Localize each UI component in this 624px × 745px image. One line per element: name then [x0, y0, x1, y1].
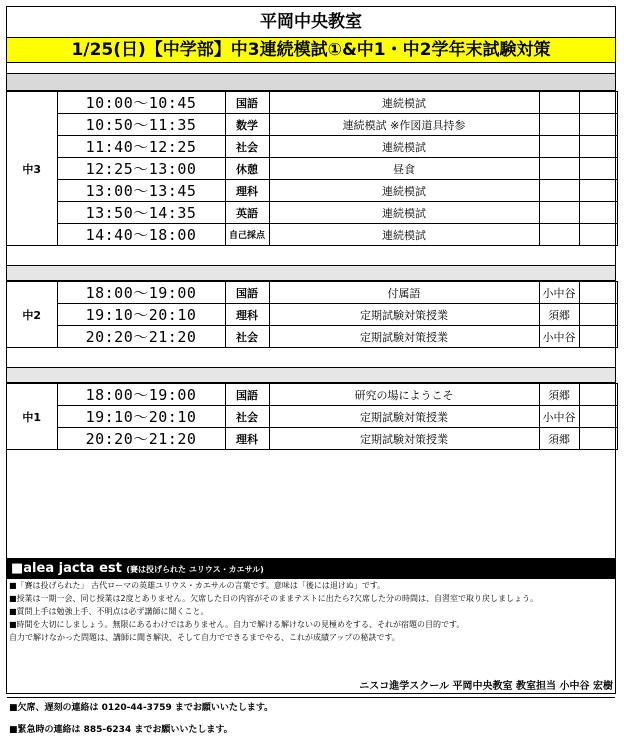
emergency-contact: ■緊急時の連絡は 885-6234 までお願いいたします。	[9, 725, 233, 735]
teacher-cell: 小中谷	[539, 282, 579, 304]
table-row	[7, 326, 617, 348]
motto-subtitle: (賽は投げられた ユリウス・カエサル)	[126, 565, 264, 574]
content-cell: 付属語	[269, 282, 539, 304]
time-cell: 11:40～12:25	[57, 136, 225, 158]
table-row	[7, 428, 617, 450]
motto-title: ■alea jacta est	[11, 561, 122, 576]
blank-area	[7, 450, 615, 559]
time-cell: 10:50～11:35	[57, 114, 225, 136]
table-row	[7, 282, 617, 304]
table-row	[7, 180, 617, 202]
subject-cell: 社会	[225, 136, 269, 158]
content-cell: 連続模試	[269, 180, 539, 202]
empty-cell	[579, 202, 617, 224]
subject-cell: 自己採点	[225, 224, 269, 246]
time-cell: 13:50～14:35	[57, 202, 225, 224]
grade-label: 中1	[7, 384, 57, 450]
subject-cell: 理科	[225, 428, 269, 450]
grey-divider	[7, 266, 615, 281]
empty-cell	[579, 384, 617, 406]
subject-cell: 休憩	[225, 158, 269, 180]
teacher-cell: 小中谷	[539, 406, 579, 428]
teacher-cell	[539, 180, 579, 202]
absence-contact: ■欠席、遅刻の連絡は 0120-44-3759 までお願いいたします。	[9, 703, 274, 713]
time-cell: 19:10～20:10	[57, 406, 225, 428]
content-cell: 定期試験対策授業	[269, 428, 539, 450]
schedule-table-grade3	[7, 91, 618, 246]
grey-divider	[7, 74, 615, 91]
spacer	[7, 63, 615, 74]
time-cell: 13:00～13:45	[57, 180, 225, 202]
event-banner: 1/25(日)【中学部】中3連続模試①&中1・中2学年末試験対策	[7, 38, 615, 63]
subject-cell: 数学	[225, 114, 269, 136]
teacher-cell: 須郷	[539, 384, 579, 406]
time-cell: 18:00～19:00	[57, 282, 225, 304]
note-line: 自力で解けなかった問題は、講師に聞き解決、そして自力でできるまでやる、これが成績アップの秘訣です。	[9, 633, 400, 642]
empty-cell	[579, 428, 617, 450]
table-row	[7, 384, 617, 406]
empty-cell	[579, 92, 617, 114]
table-row	[7, 224, 617, 246]
teacher-cell	[539, 224, 579, 246]
empty-cell	[579, 326, 617, 348]
subject-cell: 理科	[225, 180, 269, 202]
table-row	[7, 158, 617, 180]
footer-credit: ニスコ進学スクール 平岡中央教室 教室担当 小中谷 宏樹	[359, 681, 613, 692]
note-line: ■質問上手は勉強上手、不明点は必ず講師に聞くこと。	[9, 607, 209, 616]
teacher-cell	[539, 136, 579, 158]
time-cell: 20:20～21:20	[57, 428, 225, 450]
section-separator	[7, 246, 615, 266]
time-cell: 10:00～10:45	[57, 92, 225, 114]
page-title: 平岡中央教室	[7, 7, 615, 38]
time-cell: 19:10～20:10	[57, 304, 225, 326]
teacher-cell: 須郷	[539, 428, 579, 450]
time-cell: 20:20～21:20	[57, 326, 225, 348]
motto-heading	[7, 559, 615, 579]
subject-cell: 理科	[225, 304, 269, 326]
teacher-cell: 小中谷	[539, 326, 579, 348]
subject-cell: 社会	[225, 406, 269, 428]
teacher-cell	[539, 158, 579, 180]
content-cell: 連続模試 ※作図道具持参	[269, 114, 539, 136]
grade-label: 中2	[7, 282, 57, 348]
subject-cell: 国語	[225, 384, 269, 406]
note-line: ■授業は一期一会、同じ授業は2度とありません。欠席した日の内容がそのままテストに出たら?欠席した分の時間は、自習室で取り戻しましょう。	[9, 594, 539, 603]
subject-cell: 英語	[225, 202, 269, 224]
section-separator	[7, 348, 615, 368]
empty-cell	[579, 304, 617, 326]
content-cell: 定期試験対策授業	[269, 304, 539, 326]
table-row	[7, 406, 617, 428]
teacher-cell: 須郷	[539, 304, 579, 326]
teacher-cell	[539, 92, 579, 114]
teacher-cell	[539, 114, 579, 136]
empty-cell	[579, 158, 617, 180]
time-cell: 18:00～19:00	[57, 384, 225, 406]
grade-label: 中3	[7, 92, 57, 246]
content-cell: 定期試験対策授業	[269, 326, 539, 348]
time-cell: 12:25～13:00	[57, 158, 225, 180]
table-row	[7, 92, 617, 114]
content-cell: 研究の場にようこそ	[269, 384, 539, 406]
content-cell: 連続模試	[269, 202, 539, 224]
content-cell: 連続模試	[269, 224, 539, 246]
table-row	[7, 202, 617, 224]
empty-cell	[579, 224, 617, 246]
note-line: ■「賽は投げられた」 古代ローマの英雄ユリウス・カエサルの言葉です。意味は「後には退けぬ」です。	[9, 581, 386, 590]
subject-cell: 国語	[225, 282, 269, 304]
teacher-cell	[539, 202, 579, 224]
schedule-sheet	[6, 6, 616, 735]
time-cell: 14:40～18:00	[57, 224, 225, 246]
note-line: ■時間を大切にしましょう。無限にあるわけではありません。自力で解ける解けないの見極めをする、それが宿題の目的です。	[9, 620, 465, 629]
empty-cell	[579, 114, 617, 136]
table-row	[7, 114, 617, 136]
empty-cell	[579, 406, 617, 428]
empty-cell	[579, 282, 617, 304]
grey-divider	[7, 368, 615, 383]
empty-cell	[579, 136, 617, 158]
content-cell: 連続模試	[269, 136, 539, 158]
table-row	[7, 304, 617, 326]
contact-block	[7, 697, 615, 745]
subject-cell: 社会	[225, 326, 269, 348]
schedule-table-grade1	[7, 383, 618, 450]
schedule-table-grade2	[7, 281, 618, 348]
subject-cell: 国語	[225, 92, 269, 114]
content-cell: 昼食	[269, 158, 539, 180]
content-cell: 連続模試	[269, 92, 539, 114]
content-cell: 定期試験対策授業	[269, 406, 539, 428]
empty-cell	[579, 180, 617, 202]
table-row	[7, 136, 617, 158]
